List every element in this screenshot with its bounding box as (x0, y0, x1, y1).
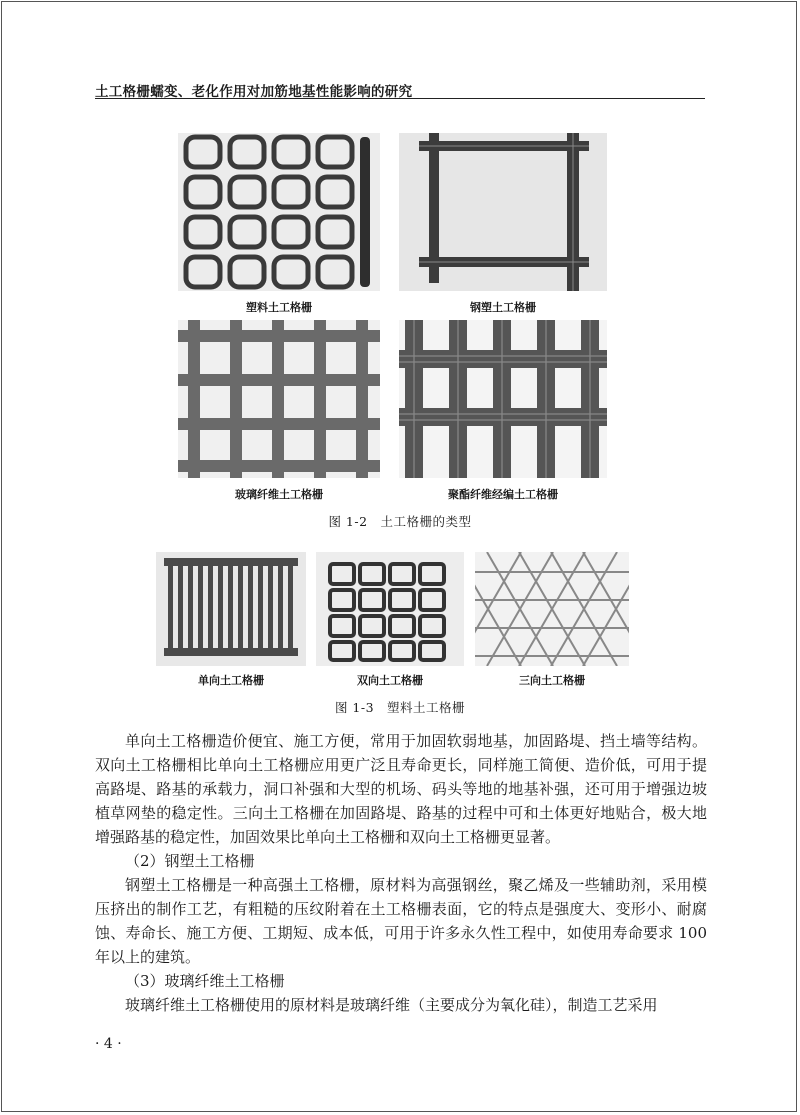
sub-caption-uniaxial-geogrid: 单向土工格栅 (198, 674, 264, 687)
paragraph-fiberglass: 玻璃纤维土工格栅使用的原材料是玻璃纤维（主要成分为氧化硅），制造工艺采用 (125, 996, 658, 1014)
section-heading-fiberglass: （3）玻璃纤维土工格栅 (125, 972, 285, 990)
running-header: 土工格栅蠕变、老化作用对加筋地基性能影响的研究 (95, 84, 413, 100)
paragraph-geogrid-types: 单向土工格栅造价便宜、施工方便，常用于加固软弱地基，加固路堤、挡土墙等结构。双向土工格栅相比单向土工格栅应用更广泛且寿命更长，同样施工简便、造价低，可用于提高路堤、路基的承载力，洞口补强和大型的机场、码头等地的地基补强，还可用于增强边坡植草网垫的稳定性。三向土工格栅在加固路堤、路基的过程中可和土体更好地贴合，极大地增强路基的稳定性，加固效果比单向土工格栅和双向土工格栅更显著。 (95, 732, 707, 846)
sub-caption-fiberglass-geogrid: 玻璃纤维土工格栅 (235, 488, 323, 501)
fiberglass-geogrid-photo (178, 320, 380, 478)
body-text (95, 729, 707, 1017)
steel-plastic-geogrid-photo (399, 133, 607, 291)
sub-caption-biaxial-geogrid: 双向土工格栅 (357, 674, 423, 687)
figure-1-3-caption: 图 1-3 塑料土工格栅 (334, 700, 466, 715)
sub-caption-plastic-geogrid: 塑料土工格栅 (246, 301, 312, 314)
biaxial-geogrid-photo (316, 552, 464, 666)
triaxial-geogrid-photo (475, 552, 629, 666)
sub-caption-steel-plastic-geogrid: 钢塑土工格栅 (470, 301, 536, 314)
section-heading-steel-plastic: （2）钢塑土工格栅 (125, 852, 255, 870)
uniaxial-geogrid-photo (156, 552, 306, 666)
polyester-warp-knitted-geogrid-photo (399, 320, 607, 478)
paragraph-steel-plastic: 钢塑土工格栅是一种高强土工格栅，原材料为高强钢丝，聚乙烯及一些辅助剂，采用模压挤出的制作工艺，有粗糙的压纹附着在土工格栅表面，它的特点是强度大、变形小、耐腐蚀、寿命长、施工方便、工期短、成本低，可用于许多永久性工程中，如使用寿命要求 100 年以上的建筑。 (95, 876, 707, 966)
figure-1-2-caption: 图 1-2 土工格栅的类型 (328, 514, 472, 529)
sub-caption-triaxial-geogrid: 三向土工格栅 (519, 674, 585, 687)
plastic-geogrid-photo (178, 133, 380, 291)
page-number: · 4 · (95, 1036, 122, 1052)
header-rule (95, 98, 705, 99)
sub-caption-polyester-warp-knitted-geogrid: 聚酯纤维经编土工格栅 (448, 488, 558, 501)
